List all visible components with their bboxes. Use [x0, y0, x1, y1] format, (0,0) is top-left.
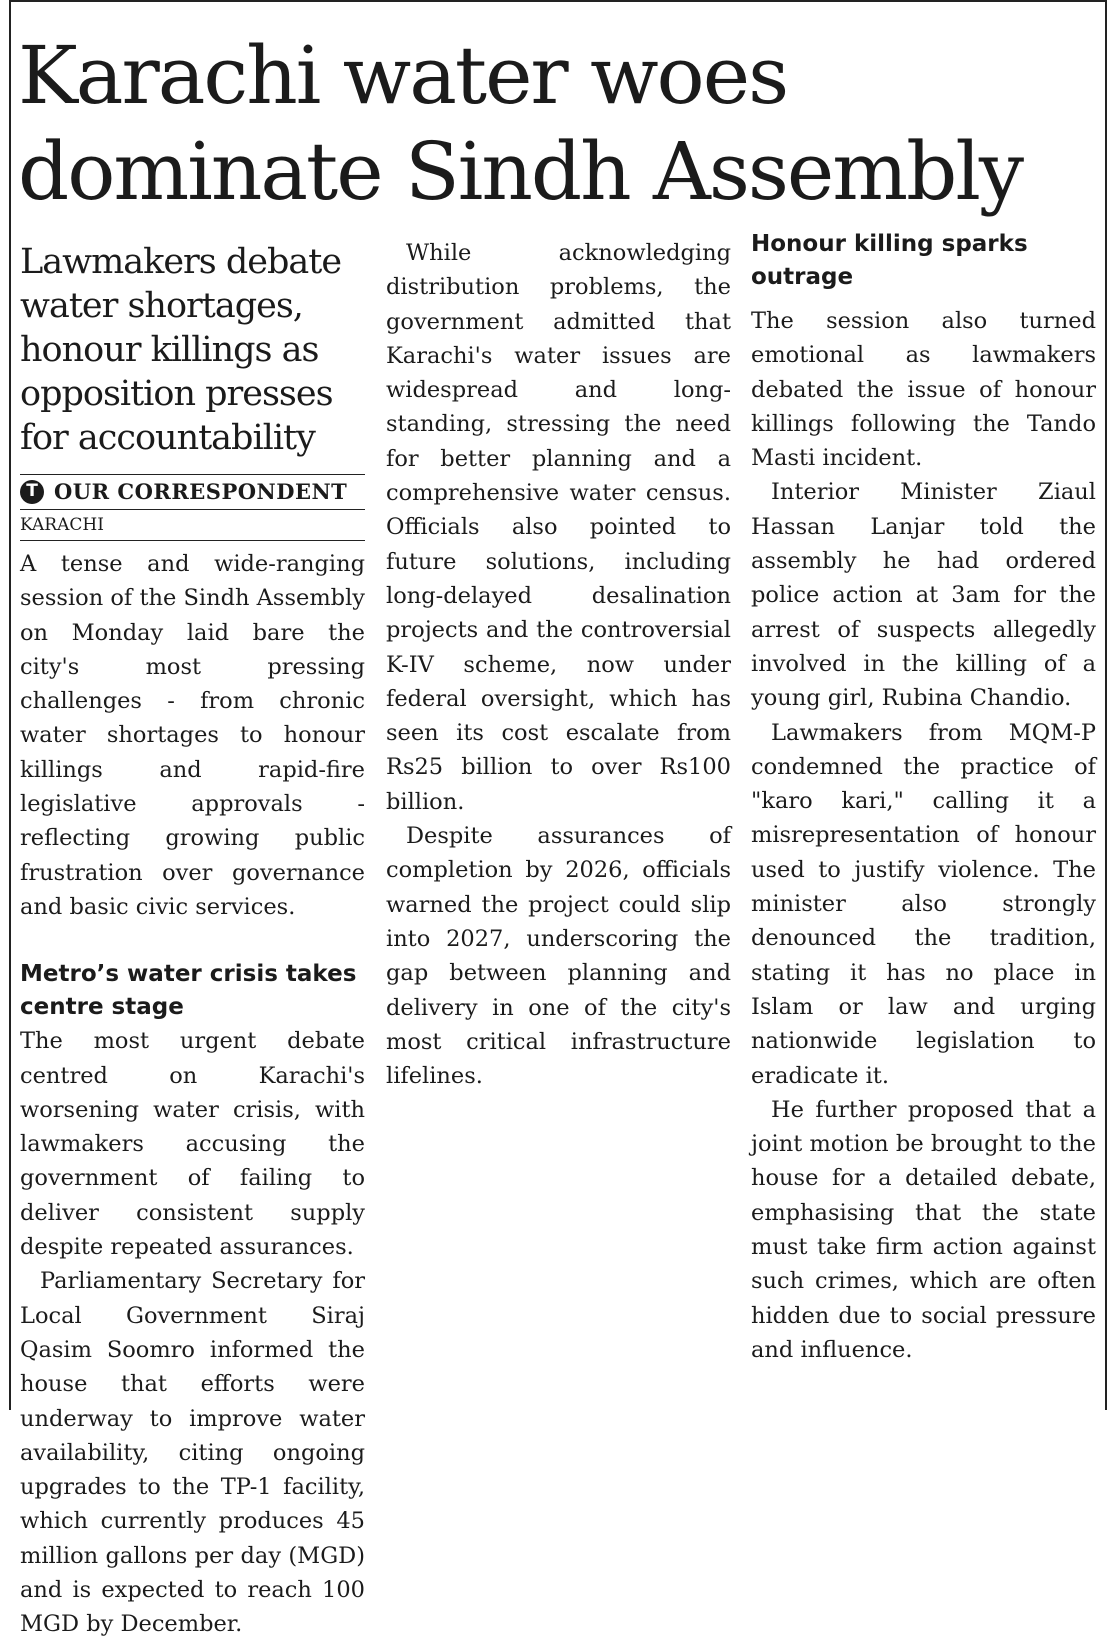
paragraph: The session also turned emotional as lawmakers debated the issue of honour killings following the Tando Masti incident.: [751, 308, 1096, 472]
subheading-honour-killing: Honour killing sparks outrage: [751, 231, 1028, 290]
column-1: [20, 236, 365, 1642]
paragraph: The most urgent debate centred on Karachi's worsening water crisis, with lawmakers accusing the government of failing to deliver consistent supply despite repeated assurances.: [20, 1028, 365, 1261]
column-2: [386, 236, 731, 1093]
byline-text: OUR CORRESPONDENT: [54, 479, 348, 504]
dateline: KARACHI: [20, 510, 365, 541]
byline: [20, 474, 365, 510]
subheading-water-crisis: Metro’s water crisis takes centre stage: [20, 961, 357, 1021]
paragraph: Despite assurances of completion by 2026, officials warned the project could slip into 2027, underscoring the gap between planning and delivery in one of the city's most critical infrastructure lifelines.: [386, 823, 731, 1090]
intro-paragraph: A tense and wide-ranging session of the Sindh Assembly on Monday laid bare the city's most pressing challenges - from chronic water shortages to honour killings and rapid-fire legislative approvals - reflecting growing public frustration over governance and basic civic services.: [20, 551, 365, 920]
column-3: [751, 231, 1096, 1367]
deck: Lawmakers debate water shortages, honour killings as opposition presses for accountability: [20, 242, 342, 458]
paragraph: Interior Minister Ziaul Hassan Lanjar told the assembly he had ordered police action at 3am for the arrest of suspects allegedly involved in the killing of a young girl, Rubina Chandio.: [751, 479, 1096, 712]
headline: Karachi water woes dominate Sindh Assembly: [18, 29, 1023, 218]
paragraph: While acknowledging distribution problems, the government admitted that Karachi's water issues are widespread and long-standing, stressing the need for better planning and a comprehensive water census. Officials also pointed to future solutions, including long-delayed desalination projects and the controversial K-IV scheme, now under federal oversight, which has seen its cost escalate from Rs25 billion to over Rs100 billion.: [386, 240, 731, 815]
newspaper-logo-icon: T: [20, 480, 44, 504]
paragraph: He further proposed that a joint motion be brought to the house for a detailed debate, emphasising that the state must take firm action against such crimes, which are often hidden due to social pressure and influence.: [751, 1096, 1096, 1363]
paragraph: Lawmakers from MQM-P condemned the practice of "karo kari," calling it a misrepresentation of honour used to justify violence. The minister also strongly denounced the tradition, stating it has no place in Islam or law and urging nationwide legislation to eradicate it.: [751, 719, 1096, 1089]
paragraph: Parliamentary Secretary for Local Government Siraj Qasim Soomro informed the house that efforts were underway to improve water availability, citing ongoing upgrades to the TP-1 facility, which currently produces 45 million gallons per day (MGD) and is expected to reach 100 MGD by December.: [20, 1268, 365, 1638]
